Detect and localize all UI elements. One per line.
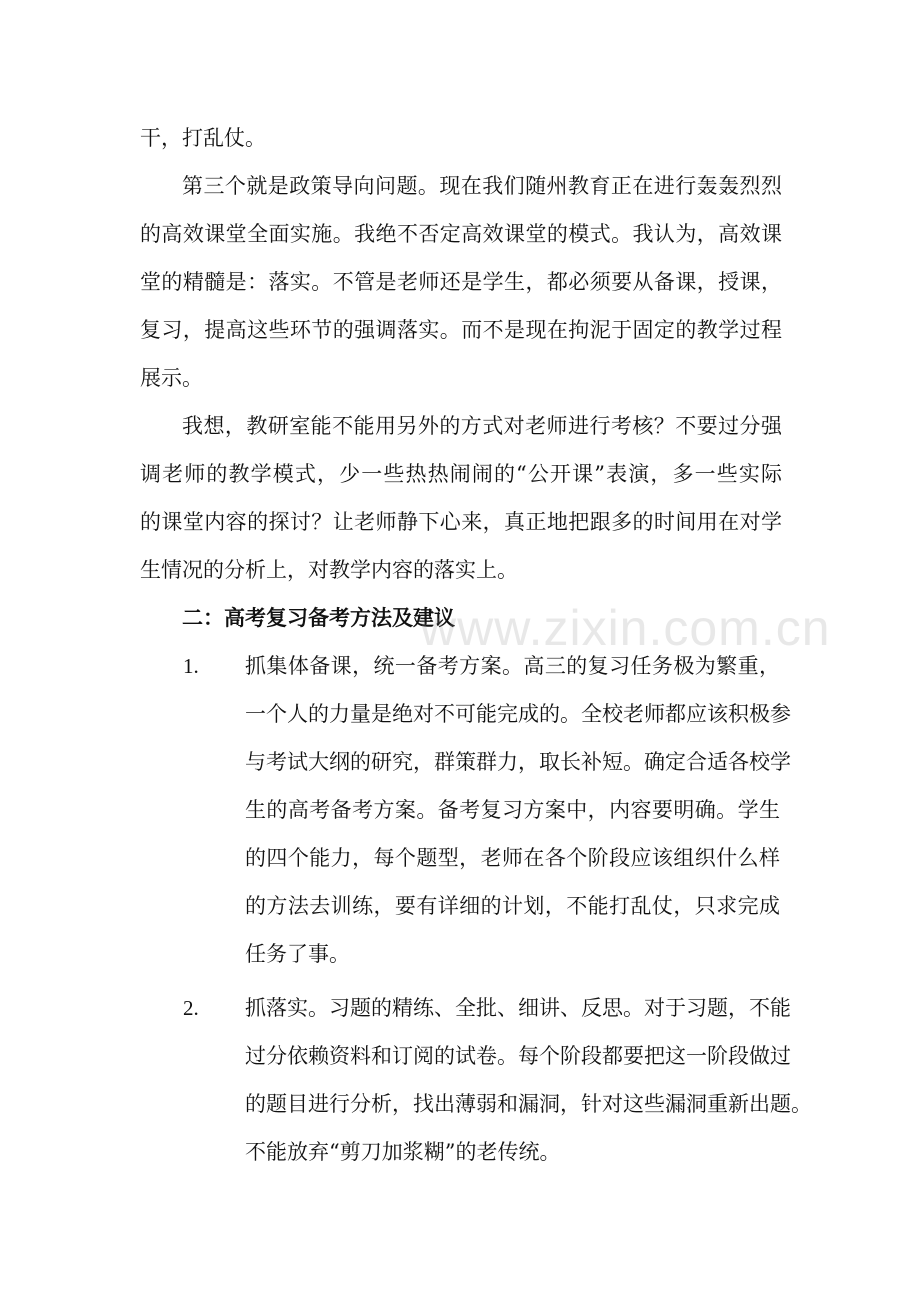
paragraph-line: 复习，提高这些环节的强调落实。而不是现在拘泥于固定的教学过程 xyxy=(140,318,782,342)
list-item-line: 的题目进行分析，找出薄弱和漏洞，针对这些漏洞重新出题。 xyxy=(245,1092,812,1116)
paragraph-line: 展示。 xyxy=(140,366,203,390)
paragraph-line: 我想，教研室能不能用另外的方式对老师进行考核？不要过分强 xyxy=(182,414,782,438)
paragraph-line: 的高效课堂全面实施。我绝不否定高效课堂的模式。我认为，高效课 xyxy=(140,222,782,246)
paragraph-line: 干，打乱仗。 xyxy=(140,126,266,150)
list-item-line: 抓落实。习题的精练、全批、细讲、反思。对于习题，不能 xyxy=(245,996,791,1020)
list-item-line: 抓集体备课，统一备考方案。高三的复习任务极为繁重， xyxy=(245,654,780,678)
paragraph-line: 生情况的分析上，对教学内容的落实上。 xyxy=(140,558,518,582)
paragraph-line: 调老师的教学模式，少一些热热闹闹的“公开课”表演，多一些实际 xyxy=(140,462,782,486)
list-item-line: 生的高考备考方案。备考复习方案中，内容要明确。学生 xyxy=(245,798,780,822)
paragraph-line: 堂的精髓是：落实。不管是老师还是学生，都必须要从备课，授课， xyxy=(140,270,782,294)
list-item-line: 的四个能力，每个题型，老师在各个阶段应该组织什么样 xyxy=(245,846,780,870)
list-item-line: 不能放弃“剪刀加浆糊”的老传统。 xyxy=(245,1140,561,1164)
list-item-line: 的方法去训练，要有详细的计划，不能打乱仗，只求完成 xyxy=(245,894,780,918)
list-item-line: 一个人的力量是绝对不可能完成的。全校老师都应该积极参 xyxy=(245,702,791,726)
list-item-line: 与考试大纲的研究，群策群力，取长补短。确定合适各校学 xyxy=(245,750,791,774)
list-item-number: 2. xyxy=(183,996,199,1020)
list-item-line: 过分依赖资料和订阅的试卷。每个阶段都要把这一阶段做过 xyxy=(245,1044,791,1068)
watermark: www.zixin.com.cn xyxy=(420,600,831,656)
paragraph-line: 第三个就是政策导向问题。现在我们随州教育正在进行轰轰烈烈 xyxy=(182,174,782,198)
list-item-line: 任务了事。 xyxy=(245,942,350,966)
list-item-number: 1. xyxy=(183,654,199,678)
section-heading: 二：高考复习备考方法及建议 xyxy=(182,605,455,630)
paragraph-line: 的课堂内容的探讨？让老师静下心来，真正地把跟多的时间用在对学 xyxy=(140,510,782,534)
